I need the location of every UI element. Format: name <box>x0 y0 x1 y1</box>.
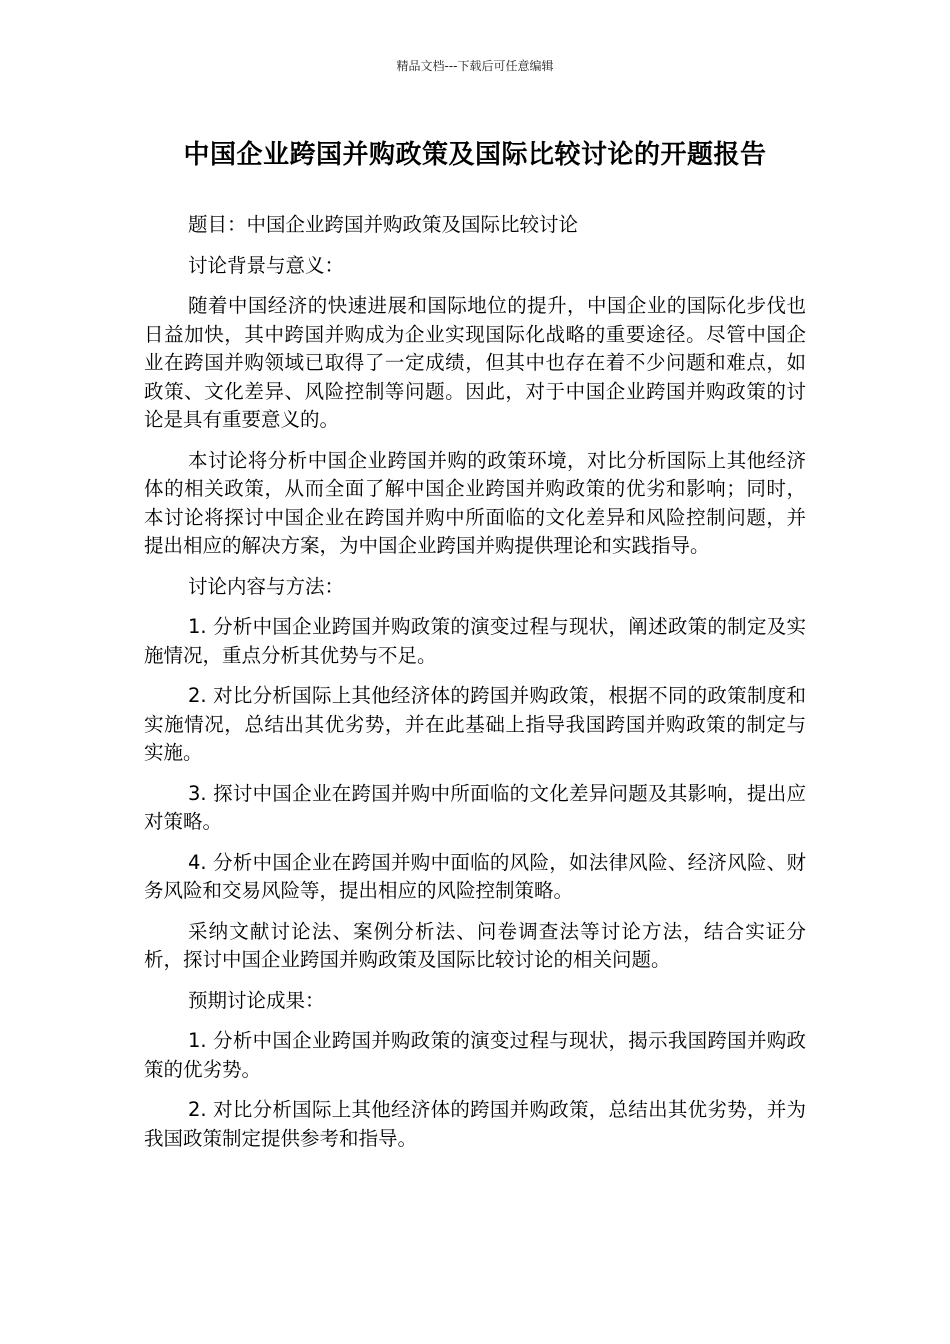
topic-line: 题目：中国企业跨国并购政策及国际比较讨论 <box>188 213 579 236</box>
method-paragraph: 采纳文献讨论法、案例分析法、问卷调查法等讨论方法，结合实证分析，探讨中国企业跨国并购政策及国际比较讨论的相关问题。 <box>144 919 806 971</box>
background-paragraph: 随着中国经济的快速进展和国际地位的提升，中国企业的国际化步伐也日益加快，其中跨国并购成为企业实现国际化战略的重要途径。尽管中国企业在跨国并购领域已取得了一定成绩，但其中也存在着不少问题和难点，如政策、文化差异、风险控制等问题。因此，对于中国企业跨国并购政策的讨论是具有重要意义的。 <box>144 294 806 431</box>
result-item-1: 1. 分析中国企业跨国并购政策的演变过程与现状，揭示我国跨国并购政策的优劣势。 <box>144 1029 806 1081</box>
header-note: 精品文档---下载后可任意编辑 <box>396 59 554 73</box>
content-item-3: 3. 探讨中国企业在跨国并购中所面临的文化差异问题及其影响，提出应对策略。 <box>144 781 806 833</box>
content-item-4: 4. 分析中国企业在跨国并购中面临的风险，如法律风险、经济风险、财务风险和交易风险等，提出相应的风险控制策略。 <box>144 850 806 902</box>
result-item-2: 2. 对比分析国际上其他经济体的跨国并购政策，总结出其优劣势，并为我国政策制定提供参考和指导。 <box>144 1098 806 1150</box>
scope-paragraph: 本讨论将分析中国企业跨国并购的政策环境，对比分析国际上其他经济体的相关政策，从而全面了解中国企业跨国并购政策的优劣和影响；同时，本讨论将探讨中国企业在跨国并购中所面临的文化差异和风险控制问题，并提出相应的解决方案，为中国企业跨国并购提供理论和实践指导。 <box>144 448 806 557</box>
document-title: 中国企业跨国并购政策及国际比较讨论的开题报告 <box>183 140 767 170</box>
section-heading-background: 讨论背景与意义： <box>188 253 345 277</box>
document-body <box>144 211 806 1165</box>
content-item-1: 1. 分析中国企业跨国并购政策的演变过程与现状，阐述政策的制定及实施情况，重点分析其优势与不足。 <box>144 615 806 667</box>
section-heading-content-method: 讨论内容与方法： <box>188 574 345 598</box>
section-heading-expected-results: 预期讨论成果： <box>188 988 325 1012</box>
content-item-2: 2. 对比分析国际上其他经济体的跨国并购政策，根据不同的政策制度和实施情况，总结出其优劣势，并在此基础上指导我国跨国并购政策的制定与实施。 <box>144 684 806 764</box>
